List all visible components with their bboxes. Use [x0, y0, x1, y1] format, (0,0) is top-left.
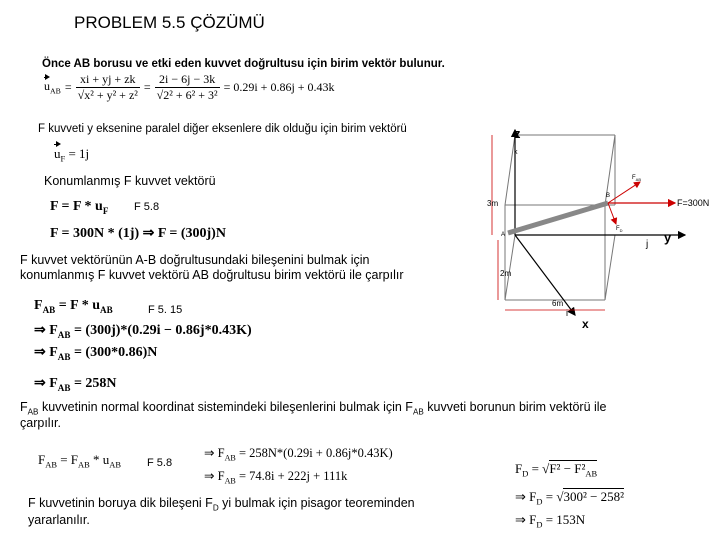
fab-vector-equation: $F_{AB} = F_{AB} * u_{AB}$ [38, 452, 121, 470]
step4-reference: F 5. 15 [148, 304, 183, 316]
step6-text-line2: yararlanılır. [28, 513, 90, 527]
force-vector-equation-1: $F = F * u_F$ [50, 199, 109, 216]
fab-equation-1: $F_{AB} = F * u_{AB}$ [34, 298, 113, 315]
label-j: j [646, 239, 649, 250]
fd-equation-2: ⇒ $F_D = √300^2 - 258^2$ [515, 489, 625, 507]
step1-text: Önce AB borusu ve etki eden kuvvet doğrultusu için birim vektör bulunur. [42, 58, 445, 70]
label-z: z [514, 126, 521, 141]
pipe-diagram [470, 120, 720, 335]
step5-reference: F 5.8 [147, 457, 173, 469]
label-fd: $F_D$ [616, 226, 623, 233]
fab-equation-4: ⇒ $F_{AB} = 258N$ [34, 376, 117, 393]
fd-equation-3: ⇒ $F_D = 153N$ [515, 512, 586, 530]
unit-vector-ab-equation: $u_{AB}$ = $\frac{xi + yj + zk}{\text{√x² + y² + z²}}$ = $\frac{2i - 6j - 3k}{\text{√2² + 6² + 3²}}$ = 0.29i + 0.86j + 0.43k [44, 72, 335, 102]
force-fd-arrow [608, 203, 616, 224]
fab-vector-result-2: ⇒ $F_{AB} = 74.8i + 222j + 111k$ [204, 469, 348, 486]
label-a: A [501, 232, 506, 238]
page-title: PROBLEM 5.5 ÇÖZÜMÜ [74, 13, 265, 32]
label-3m: 3m [487, 199, 499, 208]
label-fab: $F_{AB}$ [632, 175, 642, 182]
step2-text: F kuvveti y eksenine paralel diğer eksenlere dik olduğu için birim vektörü [38, 123, 407, 135]
x-axis [515, 235, 575, 315]
fd-equation-1: $F_D = √F^2 - F^2_{AB}$ [515, 461, 598, 479]
label-6m: 6m [552, 299, 564, 308]
fab-equation-2: ⇒ $F_{AB} = (300j)*(0.29i - 0.86j*0.43K)$ [34, 323, 252, 340]
pipe-ab [508, 203, 608, 233]
step3-text: Konumlanmış F kuvvet vektörü [44, 174, 216, 188]
label-f300: F=300N [677, 198, 710, 208]
label-x: x [582, 317, 589, 331]
label-k: k [514, 149, 518, 156]
fab-equation-3: ⇒ $F_{AB} = (300*0.86)N$ [34, 345, 158, 362]
label-2m: 2m [500, 269, 512, 278]
step4-text-line1: F kuvvet vektörünün A-B doğrultusundaki bileşenini bulmak için [20, 253, 370, 267]
step4-text-line2: konumlanmış F kuvvet vektörü AB doğrultusu birim vektörü ile çarpılır [20, 268, 404, 282]
step5-text-line2: çarpılır. [20, 416, 61, 430]
step6-text: F kuvvetinin boruya dik bileşeni $F_D$ yi bulmak için pisagor teoreminden [28, 496, 415, 513]
label-y: y [664, 230, 672, 245]
unit-vector-f-equation: $u_F = 1j$ [54, 146, 90, 164]
fab-vector-result-1: ⇒ $F_{AB} = 258N*(0.29i + 0.86j*0.43K)$ [204, 446, 393, 463]
step5-text: $F_{AB}$ kuvvetinin normal koordinat sistemindeki bileşenlerini bulmak için $F_{AB}$ kuvveti borunun birim vektörü ile [20, 400, 607, 417]
force-fab-arrow [608, 182, 640, 203]
step3-reference: F 5.8 [134, 201, 160, 213]
label-b: B [606, 193, 611, 199]
label-i: i [566, 308, 568, 318]
force-vector-equation-2: F = 300N * (1j) ⇒ F = (300j)N [50, 226, 226, 241]
